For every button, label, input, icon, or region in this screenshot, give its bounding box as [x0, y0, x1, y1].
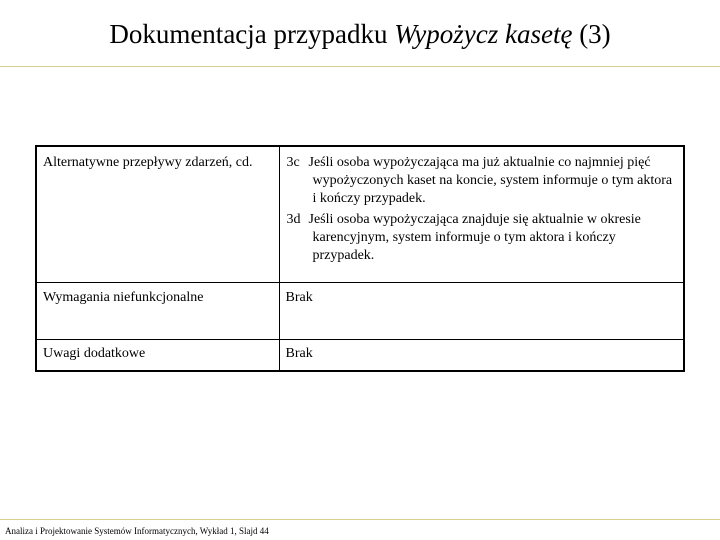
slide-title-plain: Dokumentacja przypadku: [109, 19, 395, 49]
alternative-flow-item: [286, 154, 679, 208]
row-label-alternative-flows: Alternatywne przepływy zdarzeń, cd.: [43, 155, 253, 170]
additional-notes-value: Brak: [285, 345, 313, 361]
row-label-nonfunctional-requirements: Wymagania niefunkcjonalne: [43, 289, 204, 305]
slide-title-suffix: (3): [572, 19, 611, 49]
slide-title: [0, 14, 720, 54]
title-divider: [0, 66, 720, 67]
table-row-nonfunctional-requirements: [36, 282, 684, 339]
table-row-alternative-flows: [36, 146, 684, 282]
table-cell-value: [279, 146, 684, 282]
table-cell-label: [36, 282, 279, 339]
alternative-flow-text: Jeśli osoba wypożyczająca ma już aktualnie co najmniej pięć wypożyczonych kaset na koncie, system informuje o tym aktora i kończy przypadek.: [308, 155, 673, 206]
table-cell-value: [279, 282, 684, 339]
slide-title-italic: Wypożycz kasetę: [394, 19, 573, 49]
table-cell-label: [36, 339, 279, 371]
table-row-additional-notes: [36, 339, 684, 371]
nonfunctional-requirements-value: Brak: [285, 289, 313, 305]
table-cell-label: [36, 146, 279, 282]
use-case-table: [35, 145, 685, 372]
table-cell-value: [279, 339, 684, 371]
row-label-additional-notes: Uwagi dodatkowe: [43, 345, 146, 361]
alternative-flow-text: Jeśli osoba wypożyczająca znajduje się aktualnie w okresie karencyjnym, system informuje o tym aktora i kończy przypadek.: [308, 212, 641, 263]
alternative-flow-item: [286, 211, 679, 265]
alternative-flow-number: 3c: [286, 155, 300, 170]
alternative-flow-number: 3d: [286, 212, 301, 227]
footer-divider: [0, 519, 720, 520]
slide-footer: Analiza i Projektowanie Systemów Informatycznych, Wykład 1, Slajd 44: [5, 526, 269, 536]
